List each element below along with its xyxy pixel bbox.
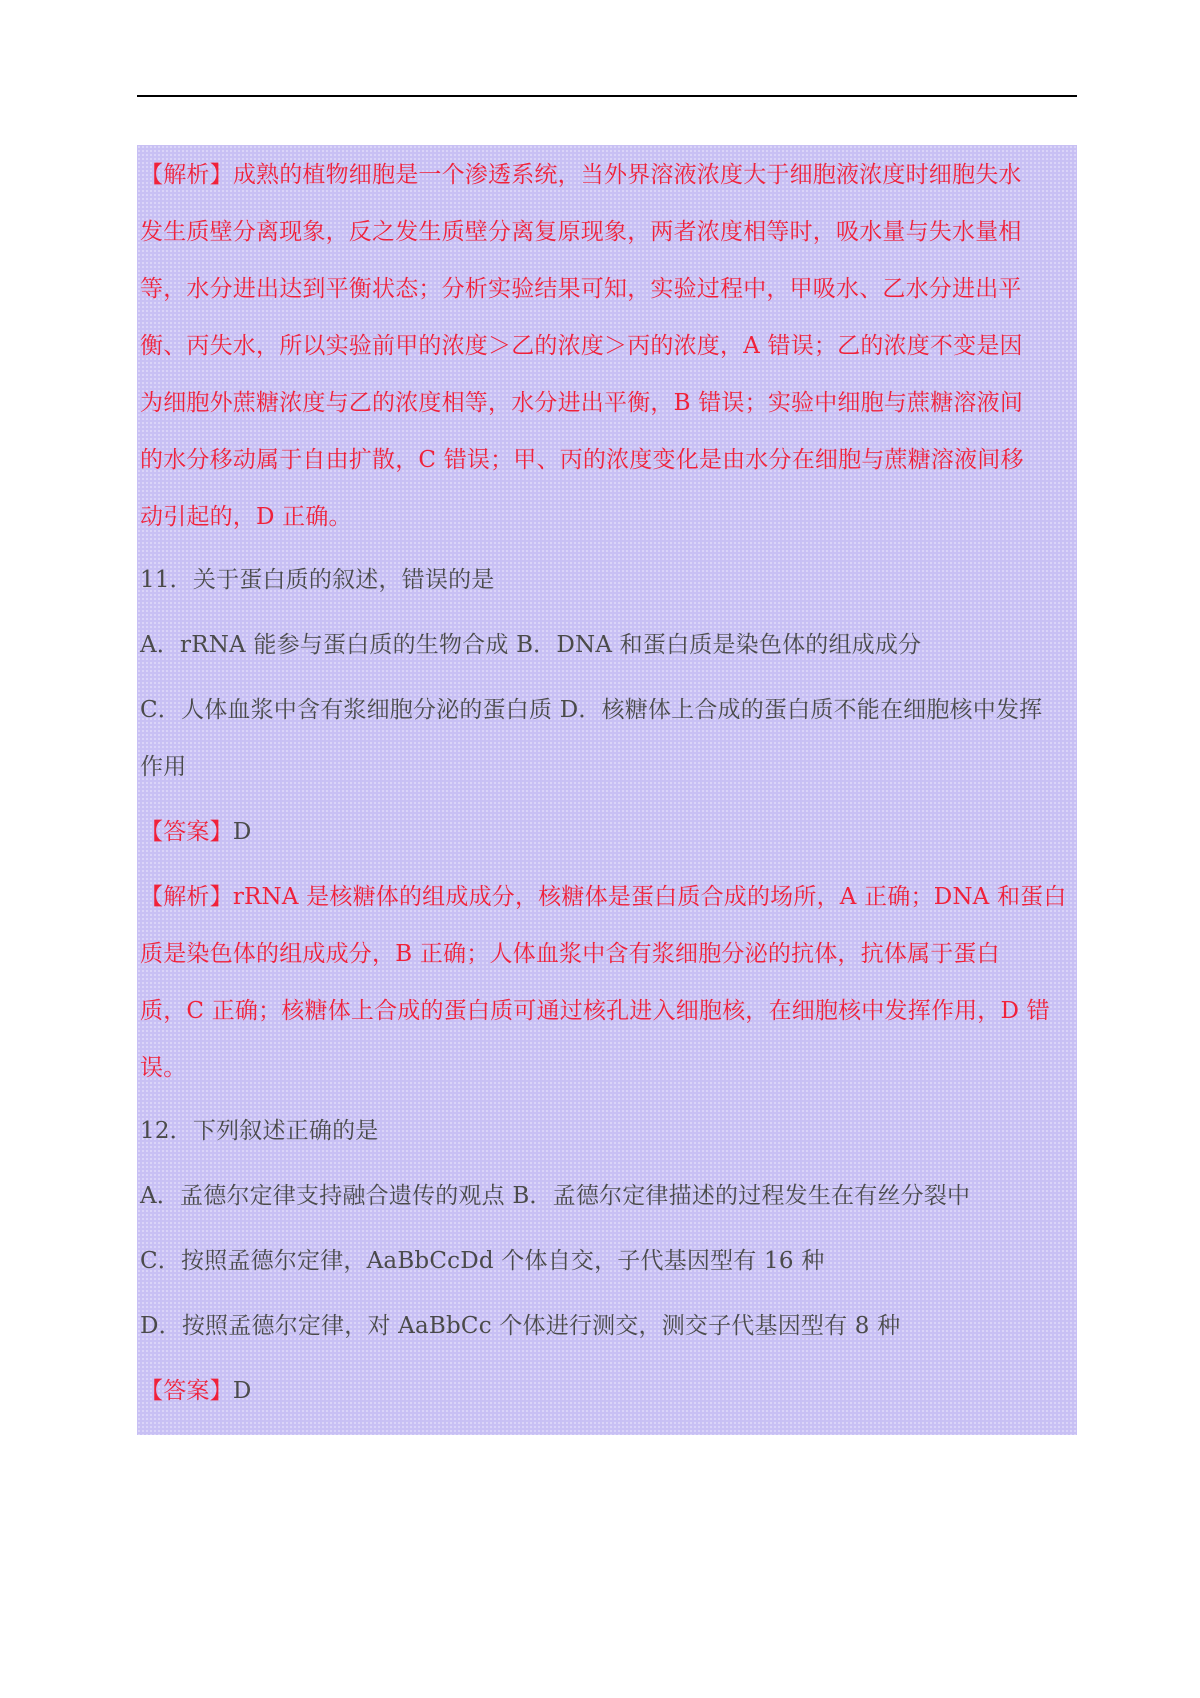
question-12-options-3: D．按照孟德尔定律，对 AaBbCc 个体进行测交，测交子代基因型有 8 种: [140, 1313, 901, 1339]
analysis-11-line-1: 【解析】rRNA 是核糖体的组成成分，核糖体是蛋白质合成的场所，A 正确；DNA 和蛋白: [140, 884, 1067, 910]
analysis-10-line-3: 等，水分进出达到平衡状态；分析实验结果可知，实验过程中，甲吸水、乙水分进出平: [140, 276, 1022, 302]
answer-12-value: D: [232, 1378, 252, 1404]
analysis-10-line-1: 【解析】成熟的植物细胞是一个渗透系统，当外界溶液浓度大于细胞液浓度时细胞失水: [140, 162, 1022, 188]
header-rule: [137, 95, 1077, 97]
analysis-10-line-6: 的水分移动属于自由扩散，C 错误；甲、丙的浓度变化是由水分在细胞与蔗糖溶液间移: [140, 447, 1024, 473]
question-11-options-2: C．人体血浆中含有浆细胞分泌的蛋白质 D．核糖体上合成的蛋白质不能在细胞核中发挥: [140, 697, 1043, 723]
answer-tag: 【答案】: [140, 1378, 233, 1404]
analysis-11-line-3: 质，C 正确；核糖体上合成的蛋白质可通过核孔进入细胞核，在细胞核中发挥作用，D 错: [140, 998, 1050, 1024]
answer-11-value: D: [232, 819, 252, 845]
highlighted-content-block: [137, 145, 1077, 1435]
answer-tag: 【答案】: [140, 819, 233, 845]
question-12-stem: 12．下列叙述正确的是: [140, 1118, 379, 1144]
analysis-10-line-5: 为细胞外蔗糖浓度与乙的浓度相等，水分进出平衡，B 错误；实验中细胞与蔗糖溶液间: [140, 390, 1024, 416]
analysis-10-line-4: 衡、丙失水，所以实验前甲的浓度＞乙的浓度＞丙的浓度，A 错误；乙的浓度不变是因: [140, 333, 1023, 359]
question-12-options-2: C．按照孟德尔定律，AaBbCcDd 个体自交，子代基因型有 16 种: [140, 1248, 825, 1274]
question-11-stem: 11．关于蛋白质的叙述，错误的是: [140, 567, 495, 593]
analysis-11-line-4: 误。: [140, 1055, 187, 1081]
question-11-options-1: A．rRNA 能参与蛋白质的生物合成 B．DNA 和蛋白质是染色体的组成成分: [140, 632, 922, 658]
question-12-options-1: A．孟德尔定律支持融合遗传的观点 B．孟德尔定律描述的过程发生在有丝分裂中: [140, 1183, 971, 1209]
analysis-10-line-2: 发生质壁分离现象，反之发生质壁分离复原现象，两者浓度相等时，吸水量与失水量相: [140, 219, 1022, 245]
analysis-11-line-2: 质是染色体的组成成分，B 正确；人体血浆中含有浆细胞分泌的抗体，抗体属于蛋白: [140, 941, 1000, 967]
analysis-10-line-7: 动引起的，D 正确。: [140, 504, 352, 530]
analysis-tag: 【解析】: [140, 884, 233, 910]
answer-12: [140, 1376, 1075, 1406]
answer-11: [140, 817, 1075, 847]
analysis-tag: 【解析】: [140, 162, 233, 188]
question-11-options-3: 作用: [140, 754, 187, 780]
